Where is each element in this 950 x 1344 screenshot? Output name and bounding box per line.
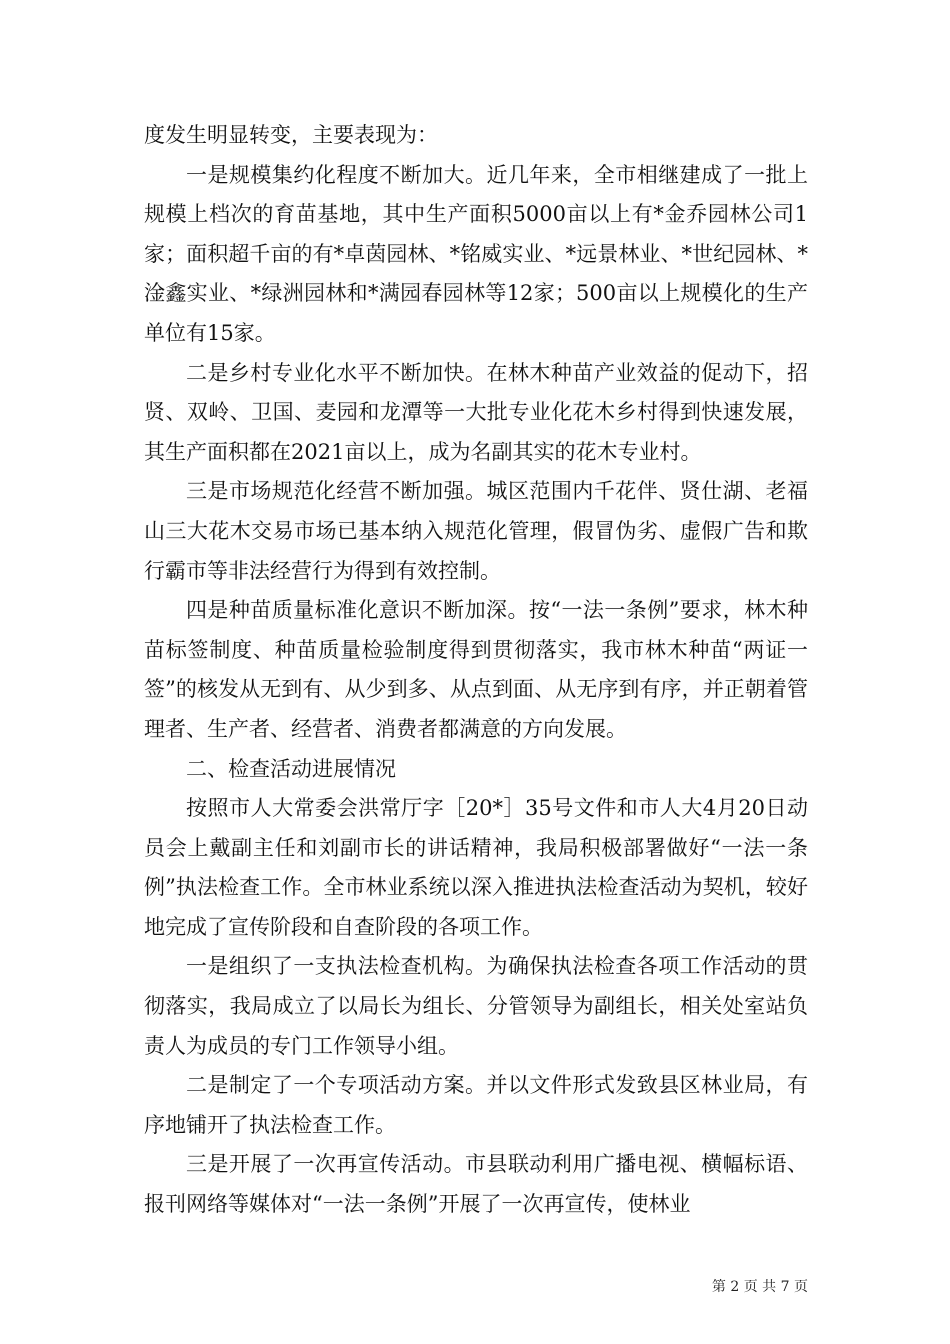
paragraph-market-standardization: 三是市场规范化经营不断加强。城区范围内千花伴、贤仕湖、老福山三大花木交易市场已基本纳入规范化管理，假冒伪劣、虚假广告和欺行霸市等非法经营行为得到有效控制。 bbox=[144, 479, 808, 583]
paragraph-seedling-quality: 四是种苗质量标准化意识不断加深。按“一法一条例”要求，林木种苗标签制度、种苗质量检验制度得到贯彻落实，我市林木种苗“两证一签”的核发从无到有、从少到多、从点到面、从无序到有序，并正朝着管理者、生产者、经营者、消费者都满意的方向发展。 bbox=[144, 598, 808, 741]
paragraph-continuation: 度发生明显转变，主要表现为： bbox=[144, 123, 438, 147]
page-footer bbox=[0, 1276, 950, 1296]
paragraph-inspection-arrangement: 按照市人大常委会洪常厅字［20*］35号文件和市人大4月20日动员会上戴副主任和刘副市长的讲话精神，我局积极部署做好“一法一条例”执法检查工作。全市林业系统以深入推进执法检查活动为契机，较好地完成了宣传阶段和自查阶段的各项工作。 bbox=[144, 796, 808, 939]
paragraph-scale-intensification: 一是规模集约化程度不断加大。近几年来，全市相继建成了一批上规模上档次的育苗基地，其中生产面积5000亩以上有*金乔园林公司1家；面积超千亩的有*卓茵园林、*铭威实业、*远景林业、*世纪园林、*淦鑫实业、*绿洲园林和*满园春园林等12家；500亩以上规模化的生产单位有15家。 bbox=[144, 162, 808, 345]
document-body bbox=[144, 116, 808, 1225]
paragraph-inspection-organization: 一是组织了一支执法检查机构。为确保执法检查各项工作活动的贯彻落实，我局成立了以局长为组长、分管领导为副组长，相关处室站负责人为成员的专门工作领导小组。 bbox=[144, 954, 808, 1058]
paragraph-publicity-campaign: 三是开展了一次再宣传活动。市县联动利用广播电视、横幅标语、报刊网络等媒体对“一法一条例”开展了一次再宣传，使林业 bbox=[144, 1152, 808, 1217]
paragraph-activity-plan: 二是制定了一个专项活动方案。并以文件形式发致县区林业局，有序地铺开了执法检查工作。 bbox=[144, 1073, 808, 1137]
paragraph-village-specialization: 二是乡村专业化水平不断加快。在林木种苗产业效益的促动下，招贤、双岭、卫国、麦园和龙潭等一大批专业化花木乡村得到快速发展，其生产面积都在2021亩以上，成为名副其实的花木专业村。 bbox=[144, 360, 808, 464]
section-heading-inspection-progress: 二、检查活动进展情况 bbox=[186, 756, 396, 781]
page-number: 第 2 页 共 7 页 bbox=[711, 1279, 808, 1295]
